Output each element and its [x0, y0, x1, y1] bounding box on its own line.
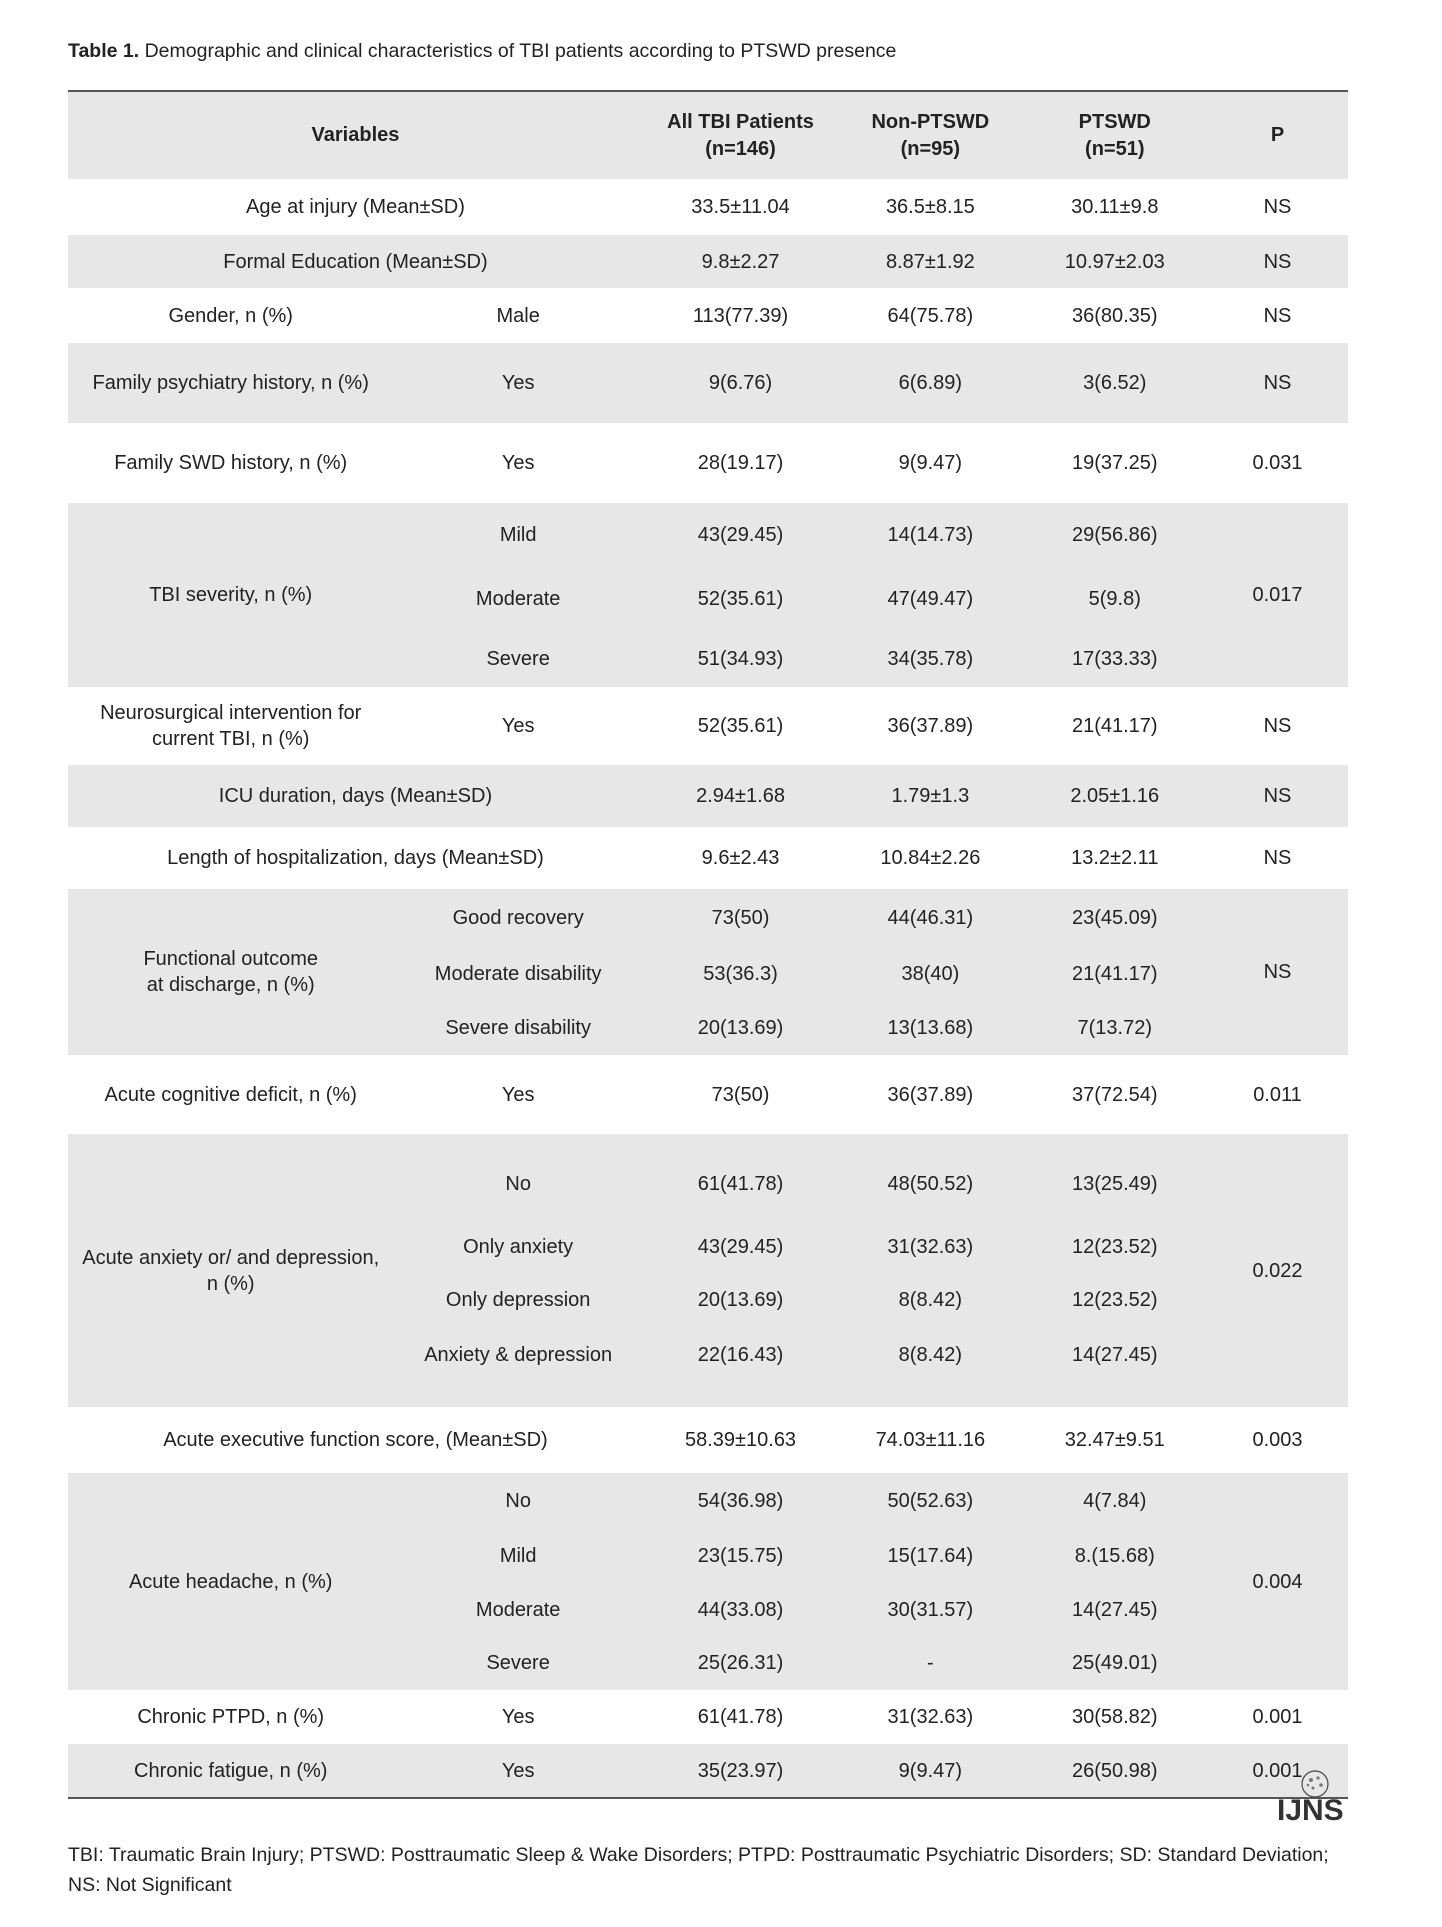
- table-caption-label: Table 1.: [68, 40, 140, 62]
- cell-non-ptswd: 6(6.89): [838, 343, 1022, 423]
- cell-all: 33.5±11.04: [691, 196, 790, 218]
- row-label: Family SWD history, n (%): [114, 452, 348, 474]
- cell-all: 22(16.43): [643, 1327, 838, 1407]
- cell-non-ptswd: 30(31.57): [838, 1583, 1022, 1636]
- table-row: [68, 889, 1348, 947]
- cell-non-ptswd: 47(49.47): [838, 567, 1022, 631]
- cell-ptswd: 29(56.86): [1023, 503, 1207, 567]
- row-sublabel: Yes: [393, 343, 642, 423]
- row-label: Formal Education (Mean±SD): [68, 235, 643, 288]
- cell-p: 0.001: [1252, 1706, 1303, 1728]
- cell-all: 73(50): [711, 1083, 770, 1106]
- cell-all: 44(33.08): [643, 1583, 838, 1636]
- cell-p: 0.022: [1207, 1134, 1348, 1407]
- row-sublabel: Moderate: [393, 1583, 642, 1636]
- row-label: Age at injury (Mean±SD): [246, 196, 465, 218]
- header-variables: Variables: [311, 124, 400, 146]
- cell-all: 61(41.78): [697, 1706, 784, 1728]
- row-label: Family psychiatry history, n (%): [68, 343, 393, 423]
- cell-ptswd: 30.11±9.8: [1071, 196, 1159, 218]
- cell-non-ptswd: 9(9.47): [838, 1744, 1022, 1798]
- table-row: [68, 1055, 1348, 1134]
- cell-ptswd: 10.97±2.03: [1023, 235, 1207, 288]
- table-header-row: [68, 91, 1348, 179]
- cell-all: 61(41.78): [643, 1134, 838, 1220]
- cell-all: 43(29.45): [643, 1220, 838, 1273]
- cell-p: 0.031: [1252, 452, 1303, 474]
- cell-non-ptswd: 14(14.73): [838, 503, 1022, 567]
- table-row: [68, 827, 1348, 889]
- row-sublabel: Good recovery: [393, 889, 642, 947]
- cell-all: 20(13.69): [643, 1000, 838, 1055]
- row-sublabel: No: [393, 1134, 642, 1220]
- row-label: Acute anxiety or/ and depression, n (%): [68, 1134, 393, 1407]
- cell-p: 0.011: [1253, 1083, 1302, 1106]
- cell-ptswd: 23(45.09): [1023, 889, 1207, 947]
- cell-p: NS: [1263, 847, 1292, 869]
- cell-ptswd: 3(6.52): [1023, 343, 1207, 423]
- header-ptswd: PTSWD (n=51): [1078, 110, 1151, 160]
- cell-all: 9.8±2.27: [643, 235, 838, 288]
- table-row: [68, 1473, 1348, 1529]
- cell-ptswd: 32.47±9.51: [1064, 1429, 1165, 1451]
- cell-all: 51(34.93): [643, 631, 838, 687]
- row-sublabel: Moderate: [393, 567, 642, 631]
- table-footnote: TBI: Traumatic Brain Injury; PTSWD: Posttraumatic Sleep & Wake Disorders; PTPD: Posttraumatic Psychiatric Disorders; SD: Standard Deviation; NS: Not Significant: [68, 1844, 1329, 1897]
- table-row: [68, 179, 1348, 235]
- cell-p: 0.003: [1252, 1429, 1303, 1451]
- row-label: Acute cognitive deficit, n (%): [104, 1083, 357, 1106]
- row-sublabel: Yes: [501, 1083, 535, 1106]
- row-sublabel: Mild: [393, 1529, 642, 1583]
- row-sublabel: Yes: [501, 1706, 535, 1728]
- cell-non-ptswd: 36(37.89): [887, 1083, 974, 1106]
- table-row: [68, 343, 1348, 423]
- row-label: TBI severity, n (%): [68, 503, 393, 687]
- cell-p: NS: [1207, 343, 1348, 423]
- row-label: Acute headache, n (%): [68, 1473, 393, 1690]
- cell-non-ptswd: 8.87±1.92: [838, 235, 1022, 288]
- row-sublabel: Mild: [393, 503, 642, 567]
- cell-ptswd: 2.05±1.16: [1023, 765, 1207, 827]
- cell-ptswd: 14(27.45): [1023, 1583, 1207, 1636]
- row-sublabel: No: [393, 1473, 642, 1529]
- row-sublabel: Severe: [393, 1636, 642, 1690]
- cell-ptswd: 12(23.52): [1023, 1220, 1207, 1273]
- cell-ptswd: 12(23.52): [1023, 1273, 1207, 1327]
- cell-p: NS: [1207, 765, 1348, 827]
- cell-p: NS: [1263, 196, 1292, 218]
- cell-ptswd: 26(50.98): [1023, 1744, 1207, 1798]
- header-p-value: P: [1270, 124, 1285, 146]
- row-sublabel: Moderate disability: [393, 947, 642, 1000]
- cell-ptswd: 36(80.35): [1071, 304, 1158, 327]
- cell-all: 43(29.45): [643, 503, 838, 567]
- cell-ptswd: 5(9.8): [1023, 567, 1207, 631]
- row-label: Chronic PTPD, n (%): [137, 1706, 325, 1728]
- cell-ptswd: 14(27.45): [1023, 1327, 1207, 1407]
- cell-non-ptswd: 44(46.31): [838, 889, 1022, 947]
- row-label: Chronic fatigue, n (%): [68, 1744, 393, 1798]
- table-row: [68, 1134, 1348, 1220]
- cell-all: 52(35.61): [643, 567, 838, 631]
- cell-non-ptswd: 36(37.89): [887, 715, 974, 737]
- table-row: [68, 765, 1348, 827]
- cell-ptswd: 19(37.25): [1071, 452, 1158, 474]
- cell-non-ptswd: 64(75.78): [887, 304, 974, 327]
- cell-ptswd: 8.(15.68): [1023, 1529, 1207, 1583]
- cell-all: 9.6±2.43: [701, 847, 780, 869]
- cell-all: 28(19.17): [697, 452, 784, 474]
- row-label: Neurosurgical intervention for current TBI, n (%): [100, 702, 362, 750]
- cell-all: 9(6.76): [643, 343, 838, 423]
- cell-non-ptswd: 15(17.64): [838, 1529, 1022, 1583]
- row-label: ICU duration, days (Mean±SD): [68, 765, 643, 827]
- cell-non-ptswd: 36.5±8.15: [885, 196, 975, 218]
- cell-non-ptswd: 8(8.42): [838, 1327, 1022, 1407]
- cell-p: 0.017: [1207, 503, 1348, 687]
- cell-p: NS: [1263, 304, 1292, 327]
- cell-ptswd: 7(13.72): [1023, 1000, 1207, 1055]
- cell-all: 25(26.31): [643, 1636, 838, 1690]
- cell-p: NS: [1207, 889, 1348, 1055]
- cell-all: 58.39±10.63: [684, 1429, 797, 1451]
- cell-all: 20(13.69): [643, 1273, 838, 1327]
- table-row: [68, 1407, 1348, 1473]
- cell-non-ptswd: 8(8.42): [838, 1273, 1022, 1327]
- cell-all: 2.94±1.68: [643, 765, 838, 827]
- row-sublabel: Only anxiety: [393, 1220, 642, 1273]
- cell-all: 52(35.61): [697, 715, 784, 737]
- cell-all: 73(50): [643, 889, 838, 947]
- cell-non-ptswd: 34(35.78): [838, 631, 1022, 687]
- table-row: [68, 503, 1348, 567]
- cell-ptswd: 13.2±2.11: [1071, 847, 1159, 869]
- header-all-patients: All TBI Patients (n=146): [667, 110, 814, 160]
- cell-non-ptswd: 1.79±1.3: [838, 765, 1022, 827]
- cell-non-ptswd: 31(32.63): [838, 1220, 1022, 1273]
- cell-all: 53(36.3): [643, 947, 838, 1000]
- cell-ptswd: 4(7.84): [1023, 1473, 1207, 1529]
- table-caption: [68, 40, 896, 63]
- logo-text: IJNS: [1277, 1794, 1344, 1824]
- cell-non-ptswd: 13(13.68): [838, 1000, 1022, 1055]
- cell-non-ptswd: 9(9.47): [898, 452, 963, 474]
- row-sublabel: Male: [496, 304, 540, 327]
- characteristics-table: [68, 90, 1348, 1799]
- row-sublabel: Yes: [501, 452, 535, 474]
- cell-ptswd: 21(41.17): [1071, 715, 1158, 737]
- journal-logo-icon: [1275, 1768, 1355, 1824]
- cell-non-ptswd: 50(52.63): [838, 1473, 1022, 1529]
- row-sublabel: Only depression: [393, 1273, 642, 1327]
- cell-all: 113(77.39): [692, 304, 789, 327]
- row-sublabel: Anxiety & depression: [393, 1327, 642, 1407]
- cell-ptswd: 17(33.33): [1023, 631, 1207, 687]
- cell-all: 54(36.98): [643, 1473, 838, 1529]
- table-row: [68, 423, 1348, 503]
- table-row: [68, 687, 1348, 765]
- cell-non-ptswd: -: [838, 1636, 1022, 1690]
- cell-non-ptswd: 48(50.52): [838, 1134, 1022, 1220]
- table-caption-text: Demographic and clinical characteristics of TBI patients according to PTSWD presence: [144, 40, 897, 62]
- cell-non-ptswd: 38(40): [838, 947, 1022, 1000]
- row-label: Gender, n (%): [168, 304, 293, 327]
- row-label: Length of hospitalization, days (Mean±SD): [167, 847, 544, 869]
- cell-non-ptswd: 10.84±2.26: [880, 847, 981, 869]
- table-row: [68, 1744, 1348, 1798]
- cell-p: 0.004: [1207, 1473, 1348, 1690]
- cell-non-ptswd: 74.03±11.16: [875, 1429, 986, 1451]
- cell-non-ptswd: 31(32.63): [887, 1706, 974, 1728]
- cell-ptswd: 21(41.17): [1023, 947, 1207, 1000]
- header-non-ptswd: Non-PTSWD (n=95): [871, 110, 990, 160]
- cell-p: NS: [1207, 235, 1348, 288]
- row-sublabel: Yes: [393, 1744, 642, 1798]
- row-sublabel: Severe disability: [393, 1000, 642, 1055]
- row-sublabel: Severe: [393, 631, 642, 687]
- table-row: [68, 235, 1348, 288]
- cell-ptswd: 37(72.54): [1071, 1083, 1158, 1106]
- row-label: Functional outcome at discharge, n (%): [68, 889, 393, 1055]
- cell-p: NS: [1263, 715, 1292, 737]
- cell-ptswd: 30(58.82): [1071, 1706, 1158, 1728]
- table-row: [68, 1690, 1348, 1744]
- table-row: [68, 288, 1348, 343]
- row-label: Acute executive function score, (Mean±SD): [163, 1429, 548, 1451]
- cell-all: 23(15.75): [643, 1529, 838, 1583]
- cell-ptswd: 13(25.49): [1023, 1134, 1207, 1220]
- row-sublabel: Yes: [501, 715, 535, 737]
- cell-p: 0.001: [1207, 1744, 1348, 1798]
- cell-all: 35(23.97): [643, 1744, 838, 1798]
- cell-ptswd: 25(49.01): [1023, 1636, 1207, 1690]
